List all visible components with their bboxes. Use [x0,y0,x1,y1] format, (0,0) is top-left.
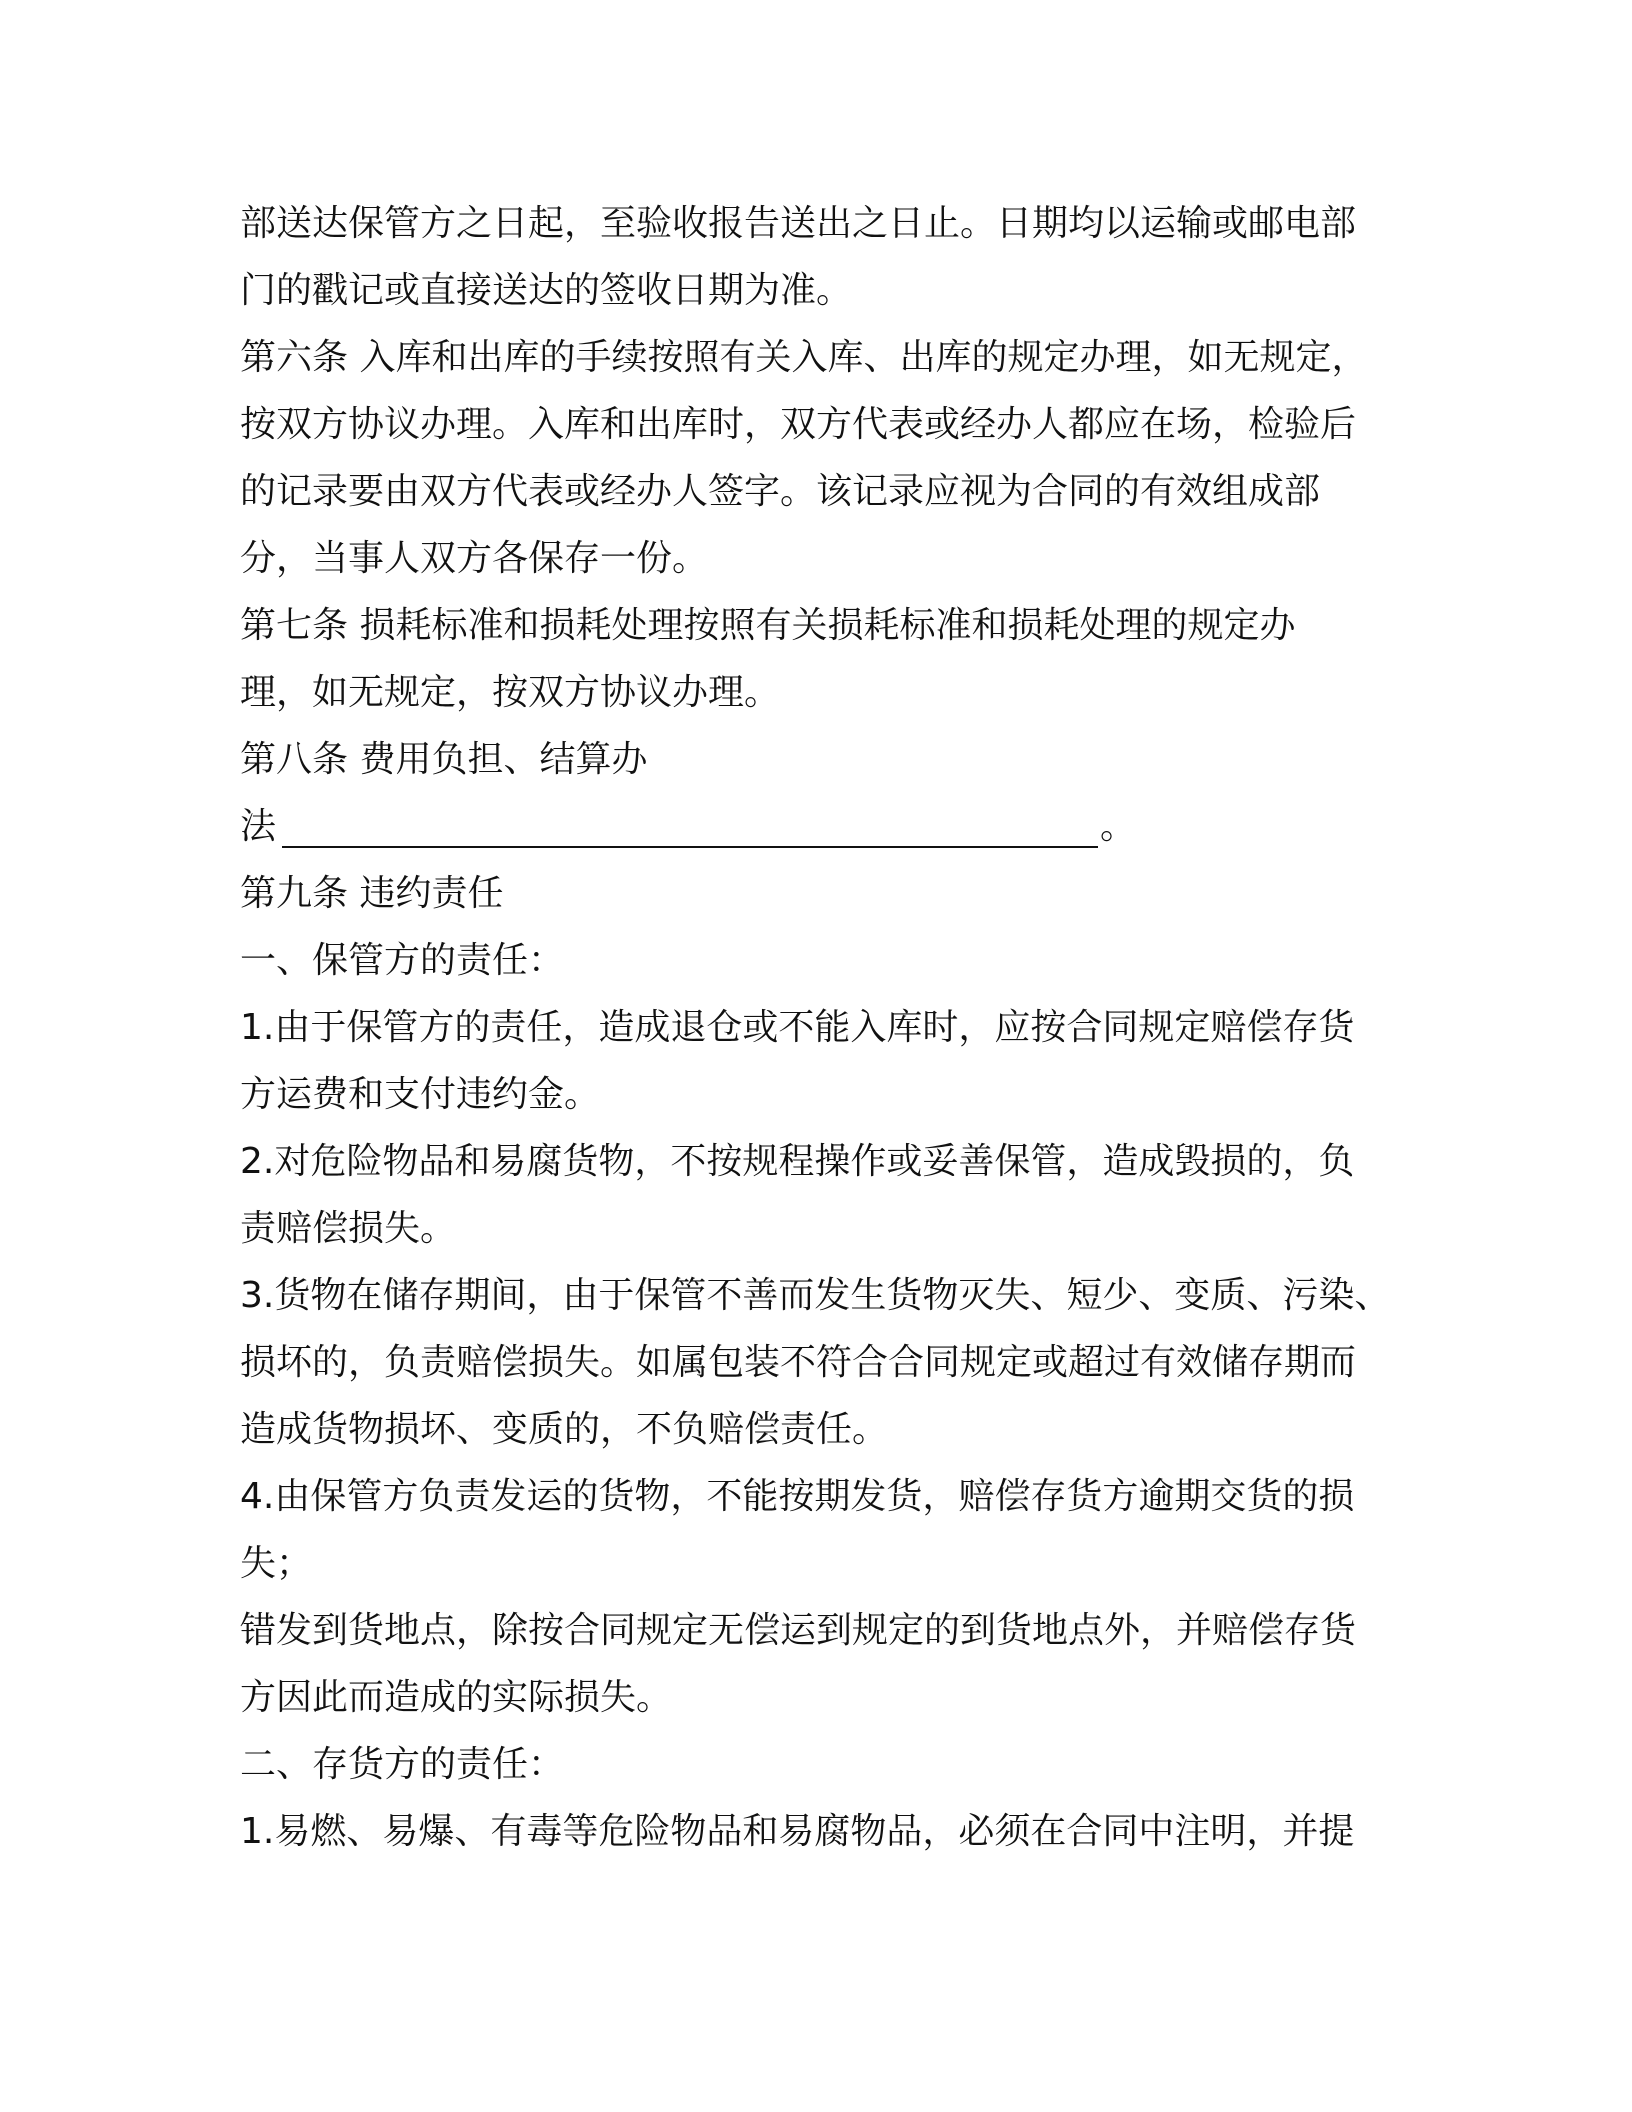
text-line: 1.易燃、易爆、有毒等危险物品和易腐物品，必须在合同中注明，并提 [240,1811,1355,1852]
text-line: 分，当事人双方各保存一份。 [240,538,709,579]
text-line: 按双方协议办理。入库和出库时，双方代表或经办人都应在场，检验后 [240,404,1357,445]
text-line: 的记录要由双方代表或经办人签字。该记录应视为合同的有效组成部 [240,471,1321,512]
text-line: 部送达保管方之日起，至验收报告送出之日止。日期均以运输或邮电部 [240,203,1357,244]
article-6-line: 第六条 入库和出库的手续按照有关入库、出库的规定办理，如无规定， [240,337,1368,378]
text-line: 损坏的，负责赔偿损失。如属包装不符合合同规定或超过有效储存期而 [240,1342,1357,1383]
fill-line-prefix: 法 [240,806,277,847]
text-line: 门的戳记或直接送达的签收日期为准。 [240,270,853,311]
text-line: 方因此而造成的实际损失。 [240,1677,673,1718]
text-line: 2.对危险物品和易腐货物，不按规程操作或妥善保管，造成毁损的，负 [240,1141,1355,1182]
text-line: 失； [240,1543,313,1584]
text-line: 错发到货地点，除按合同规定无偿运到规定的到货地点外，并赔偿存货 [240,1610,1357,1651]
text-line: 责赔偿损失。 [240,1208,457,1249]
text-line: 方运费和支付违约金。 [240,1074,601,1115]
text-line: 1.由于保管方的责任，造成退仓或不能入库时，应按合同规定赔偿存货 [240,1007,1355,1048]
article-9-heading: 第九条 违约责任 [240,873,504,914]
text-line: 4.由保管方负责发运的货物，不能按期发货，赔偿存货方逾期交货的损 [240,1476,1355,1517]
article-8-line: 第八条 费用负担、结算办 [240,739,648,780]
text-line: 理，如无规定，按双方协议办理。 [240,672,781,713]
article-7-line: 第七条 损耗标准和损耗处理按照有关损耗标准和损耗处理的规定办 [240,605,1296,646]
section-heading: 一、保管方的责任： [240,940,565,981]
fill-in-line [240,793,1400,860]
contract-text [240,190,1400,1865]
text-line: 3.货物在储存期间，由于保管不善而发生货物灭失、短少、变质、污染、 [240,1275,1391,1316]
fill-line-suffix: 。 [1100,806,1137,847]
section-heading: 二、存货方的责任： [240,1744,565,1785]
text-line: 造成货物损坏、变质的，不负赔偿责任。 [240,1409,889,1450]
blank-underline [282,845,1098,848]
